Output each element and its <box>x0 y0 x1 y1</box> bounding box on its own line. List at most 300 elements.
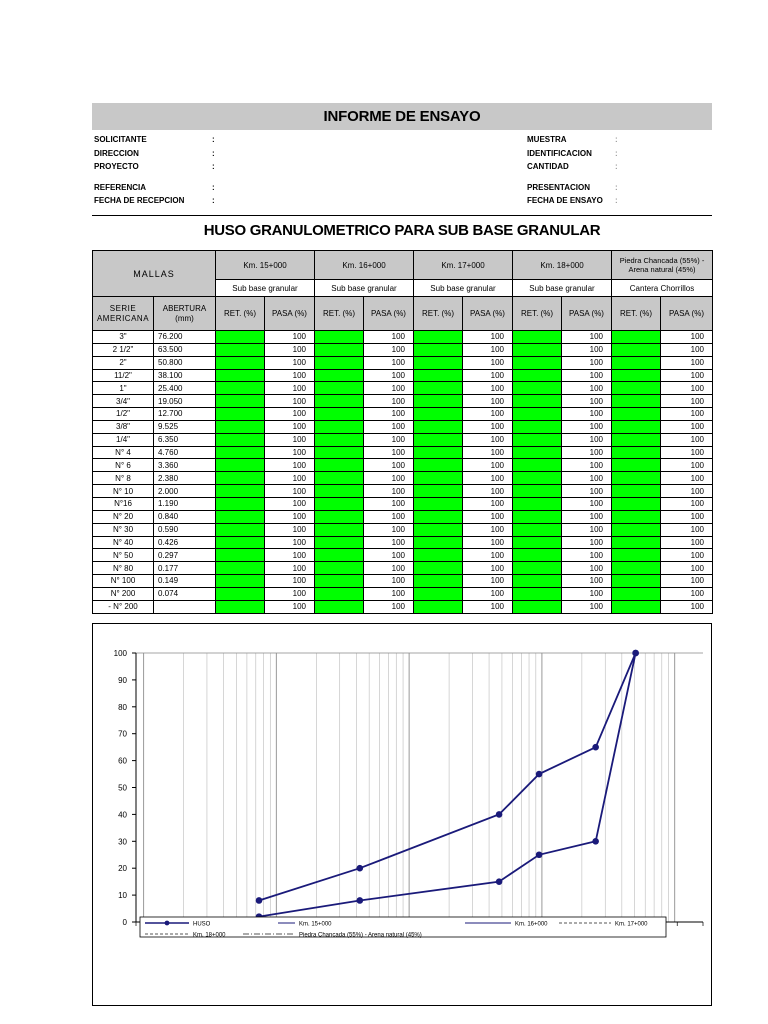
pasa-cell: 100 <box>661 343 713 356</box>
pasa-cell: 100 <box>661 562 713 575</box>
table-row <box>93 459 713 472</box>
huso-point <box>256 897 263 904</box>
ret-cell <box>612 485 661 498</box>
pasa-cell: 100 <box>265 408 315 421</box>
pasa-cell: 100 <box>265 575 315 588</box>
pasa-cell: 100 <box>265 536 315 549</box>
serie-cell: N° 4 <box>93 446 154 459</box>
y-tick-label: 20 <box>118 864 127 874</box>
ret-cell <box>216 549 265 562</box>
pasa-cell: 100 <box>661 331 713 344</box>
table-row <box>93 549 713 562</box>
table-row <box>93 575 713 588</box>
info-colon: : <box>615 135 618 144</box>
ret-cell <box>216 369 265 382</box>
y-tick-label: 40 <box>118 810 127 820</box>
abertura-cell: 6.350 <box>154 433 216 446</box>
pasa-cell: 100 <box>265 485 315 498</box>
pasa-cell: 100 <box>364 510 414 523</box>
table-row <box>93 433 713 446</box>
pasa-cell: 100 <box>661 497 713 510</box>
pasa-cell: 100 <box>562 549 612 562</box>
pasa-cell: 100 <box>661 369 713 382</box>
pasa-cell: 100 <box>364 331 414 344</box>
pasa-cell: 100 <box>562 459 612 472</box>
info-label: MUESTRA <box>527 135 567 144</box>
table-row <box>93 497 713 510</box>
ret-cell <box>513 472 562 485</box>
pasa-cell: 100 <box>463 549 513 562</box>
pasa-cell: 100 <box>265 331 315 344</box>
pasa-cell: 100 <box>364 587 414 600</box>
info-colon: : <box>615 182 618 192</box>
pasa-cell: 100 <box>463 382 513 395</box>
info-label: REFERENCIA <box>94 182 147 192</box>
huso-point <box>536 851 543 858</box>
ret-cell <box>315 485 364 498</box>
huso-point <box>356 865 363 872</box>
ret-header: RET. (%) <box>513 297 562 331</box>
pasa-cell: 100 <box>265 446 315 459</box>
report-title <box>92 103 712 130</box>
table-row <box>93 331 713 344</box>
sample-type-header: Sub base granular <box>414 280 513 297</box>
ret-cell <box>513 562 562 575</box>
y-tick-label: 0 <box>122 918 127 927</box>
info-row <box>94 147 222 161</box>
pasa-cell: 100 <box>364 382 414 395</box>
ret-cell <box>414 343 463 356</box>
serie-cell: 2 1/2" <box>93 343 154 356</box>
ret-cell <box>414 331 463 344</box>
granulometry-table <box>92 250 713 614</box>
abertura-cell: 2.380 <box>154 472 216 485</box>
ret-header: RET. (%) <box>315 297 364 331</box>
abertura-cell: 4.760 <box>154 446 216 459</box>
pasa-cell: 100 <box>463 562 513 575</box>
pasa-cell: 100 <box>562 562 612 575</box>
pasa-cell: 100 <box>364 497 414 510</box>
ret-cell <box>216 575 265 588</box>
ret-cell <box>414 536 463 549</box>
abertura-cell: 76.200 <box>154 331 216 344</box>
table-row <box>93 395 713 408</box>
ret-cell <box>216 446 265 459</box>
ret-cell <box>612 510 661 523</box>
table-row <box>93 485 713 498</box>
ret-cell <box>513 536 562 549</box>
ret-cell <box>513 510 562 523</box>
pasa-cell: 100 <box>661 356 713 369</box>
huso-lower-line <box>259 653 636 917</box>
pasa-cell: 100 <box>463 395 513 408</box>
ret-cell <box>513 420 562 433</box>
ret-cell <box>315 356 364 369</box>
pasa-cell: 100 <box>562 523 612 536</box>
sample-name-header: Km. 16+000 <box>315 251 414 280</box>
mallas-header: MALLAS <box>93 251 216 297</box>
table-row <box>93 600 713 613</box>
pasa-cell: 100 <box>364 575 414 588</box>
ret-cell <box>315 369 364 382</box>
pasa-cell: 100 <box>463 446 513 459</box>
ret-cell <box>612 382 661 395</box>
ret-cell <box>612 587 661 600</box>
serie-cell: 3/4" <box>93 395 154 408</box>
pasa-cell: 100 <box>661 587 713 600</box>
ret-cell <box>414 575 463 588</box>
ret-cell <box>612 459 661 472</box>
abertura-cell: 0.590 <box>154 523 216 536</box>
info-label: PROYECTO <box>94 162 139 171</box>
pasa-cell: 100 <box>562 587 612 600</box>
ret-cell <box>216 382 265 395</box>
huso-point <box>592 838 599 845</box>
ret-cell <box>612 562 661 575</box>
ret-cell <box>216 485 265 498</box>
chart-frame <box>92 623 712 1006</box>
pasa-cell: 100 <box>562 369 612 382</box>
section-divider <box>92 215 712 216</box>
ret-cell <box>315 587 364 600</box>
huso-point <box>536 771 543 778</box>
table-row <box>93 587 713 600</box>
pasa-cell: 100 <box>562 395 612 408</box>
ret-cell <box>216 472 265 485</box>
pasa-cell: 100 <box>265 433 315 446</box>
pasa-header: PASA (%) <box>364 297 414 331</box>
pasa-cell: 100 <box>463 523 513 536</box>
ret-cell <box>513 459 562 472</box>
ret-cell <box>612 395 661 408</box>
ret-cell <box>315 446 364 459</box>
pasa-cell: 100 <box>661 433 713 446</box>
abertura-cell: 50.800 <box>154 356 216 369</box>
table-row <box>93 510 713 523</box>
ret-cell <box>414 369 463 382</box>
table-row <box>93 408 713 421</box>
pasa-cell: 100 <box>265 562 315 575</box>
ret-cell <box>216 331 265 344</box>
table-row <box>93 382 713 395</box>
y-tick-label: 30 <box>118 837 127 847</box>
ret-cell <box>513 382 562 395</box>
ret-cell <box>216 356 265 369</box>
ret-cell <box>414 510 463 523</box>
pasa-cell: 100 <box>364 446 414 459</box>
ret-cell <box>414 459 463 472</box>
abertura-cell: 38.100 <box>154 369 216 382</box>
serie-cell: 1/2" <box>93 408 154 421</box>
ret-cell <box>216 510 265 523</box>
info-label: DIRECCION <box>94 148 139 158</box>
pasa-cell: 100 <box>265 549 315 562</box>
ret-cell <box>315 408 364 421</box>
pasa-cell: 100 <box>562 408 612 421</box>
ret-cell <box>414 523 463 536</box>
ret-cell <box>513 343 562 356</box>
ret-cell <box>216 523 265 536</box>
section-title: HUSO GRANULOMETRICO PARA SUB BASE GRANULAR <box>203 222 601 239</box>
sample-type-header: Sub base granular <box>513 280 612 297</box>
abertura-cell: 0.177 <box>154 562 216 575</box>
info-right-block <box>527 133 625 208</box>
sample-type-header: Sub base granular <box>216 280 315 297</box>
pasa-cell: 100 <box>562 600 612 613</box>
info-row <box>527 194 625 208</box>
ret-cell <box>315 600 364 613</box>
serie-cell: 3/8" <box>93 420 154 433</box>
pasa-cell: 100 <box>463 536 513 549</box>
ret-cell <box>315 549 364 562</box>
ret-cell <box>612 446 661 459</box>
pasa-cell: 100 <box>265 369 315 382</box>
huso-upper-line <box>259 653 636 901</box>
pasa-cell: 100 <box>364 549 414 562</box>
info-label: CANTIDAD <box>527 162 569 171</box>
y-tick-label: 100 <box>113 649 127 658</box>
pasa-cell: 100 <box>463 356 513 369</box>
y-tick-label: 60 <box>118 756 127 766</box>
ret-cell <box>612 433 661 446</box>
abertura-header: ABERTURA (mm) <box>154 297 216 331</box>
serie-cell: N° 80 <box>93 562 154 575</box>
ret-cell <box>216 433 265 446</box>
ret-cell <box>513 395 562 408</box>
abertura-cell: 9.525 <box>154 420 216 433</box>
ret-cell <box>513 446 562 459</box>
ret-cell <box>414 485 463 498</box>
pasa-cell: 100 <box>265 356 315 369</box>
pasa-header: PASA (%) <box>463 297 513 331</box>
ret-cell <box>414 600 463 613</box>
ret-cell <box>612 497 661 510</box>
pasa-cell: 100 <box>265 343 315 356</box>
ret-cell <box>414 395 463 408</box>
ret-cell <box>315 536 364 549</box>
ret-cell <box>612 369 661 382</box>
huso-point <box>632 650 639 657</box>
pasa-cell: 100 <box>364 485 414 498</box>
ret-cell <box>414 472 463 485</box>
pasa-cell: 100 <box>265 472 315 485</box>
abertura-cell: 63.500 <box>154 343 216 356</box>
ret-cell <box>315 472 364 485</box>
pasa-cell: 100 <box>265 497 315 510</box>
pasa-cell: 100 <box>463 485 513 498</box>
table-row <box>93 343 713 356</box>
ret-cell <box>612 575 661 588</box>
pasa-cell: 100 <box>463 587 513 600</box>
huso-point <box>496 811 503 818</box>
abertura-cell: 12.700 <box>154 408 216 421</box>
pasa-cell: 100 <box>562 536 612 549</box>
ret-cell <box>216 420 265 433</box>
sample-type-header: Sub base granular <box>315 280 414 297</box>
serie-cell: N° 200 <box>93 587 154 600</box>
ret-header: RET. (%) <box>414 297 463 331</box>
info-colon: : <box>212 182 215 192</box>
pasa-cell: 100 <box>364 472 414 485</box>
table-row <box>93 562 713 575</box>
info-row <box>527 160 625 174</box>
y-tick-label: 10 <box>118 891 127 901</box>
ret-cell <box>612 343 661 356</box>
pasa-cell: 100 <box>463 459 513 472</box>
info-row <box>527 181 625 195</box>
ret-cell <box>315 343 364 356</box>
pasa-cell: 100 <box>562 446 612 459</box>
pasa-cell: 100 <box>562 331 612 344</box>
info-label: SOLICITANTE <box>94 135 147 144</box>
pasa-cell: 100 <box>364 369 414 382</box>
ret-cell <box>216 587 265 600</box>
table-row <box>93 472 713 485</box>
info-colon: : <box>212 148 215 158</box>
info-colon: : <box>212 135 215 144</box>
serie-cell: N° 6 <box>93 459 154 472</box>
y-tick-label: 50 <box>118 783 127 793</box>
ret-cell <box>315 395 364 408</box>
pasa-cell: 100 <box>265 420 315 433</box>
pasa-cell: 100 <box>265 523 315 536</box>
report-title-text: INFORME DE ENSAYO <box>323 108 481 125</box>
pasa-cell: 100 <box>463 420 513 433</box>
ret-cell <box>216 408 265 421</box>
ret-cell <box>612 536 661 549</box>
pasa-cell: 100 <box>562 343 612 356</box>
huso-point <box>592 744 599 751</box>
info-label: PRESENTACION <box>527 182 590 192</box>
abertura-cell <box>154 600 216 613</box>
ret-cell <box>315 420 364 433</box>
ret-cell <box>315 497 364 510</box>
ret-cell <box>216 536 265 549</box>
legend-label: Piedra Chancada (55%) - Arena natural (45%) <box>299 932 422 939</box>
ret-cell <box>513 433 562 446</box>
info-row <box>94 160 222 174</box>
pasa-cell: 100 <box>463 433 513 446</box>
ret-cell <box>513 549 562 562</box>
y-tick-label: 80 <box>118 702 127 712</box>
pasa-cell: 100 <box>661 472 713 485</box>
serie-cell: N°16 <box>93 497 154 510</box>
info-label: IDENTIFICACION <box>527 148 592 158</box>
serie-cell: 2" <box>93 356 154 369</box>
abertura-cell: 25.400 <box>154 382 216 395</box>
pasa-cell: 100 <box>562 497 612 510</box>
ret-cell <box>513 408 562 421</box>
sample-type-header: Cantera Chorrillos <box>612 280 713 297</box>
table-row <box>93 356 713 369</box>
ret-cell <box>315 382 364 395</box>
abertura-cell: 0.426 <box>154 536 216 549</box>
ret-cell <box>513 600 562 613</box>
info-colon: : <box>615 162 618 171</box>
ret-cell <box>414 433 463 446</box>
pasa-cell: 100 <box>364 536 414 549</box>
pasa-cell: 100 <box>661 549 713 562</box>
abertura-cell: 0.840 <box>154 510 216 523</box>
pasa-cell: 100 <box>661 485 713 498</box>
pasa-cell: 100 <box>463 497 513 510</box>
info-colon: : <box>212 162 215 171</box>
abertura-cell: 3.360 <box>154 459 216 472</box>
pasa-cell: 100 <box>364 459 414 472</box>
ret-cell <box>513 587 562 600</box>
table-row <box>93 420 713 433</box>
granulometric-chart <box>93 624 711 1005</box>
info-row <box>94 181 222 195</box>
sample-name-header: Km. 15+000 <box>216 251 315 280</box>
ret-cell <box>612 523 661 536</box>
table-row <box>93 523 713 536</box>
info-row <box>527 133 625 147</box>
pasa-cell: 100 <box>463 369 513 382</box>
sample-name-header: Piedra Chancada (55%) - Arena natural (45%) <box>612 251 713 280</box>
ret-cell <box>315 562 364 575</box>
pasa-cell: 100 <box>562 420 612 433</box>
ret-cell <box>216 459 265 472</box>
ret-cell <box>315 459 364 472</box>
pasa-header: PASA (%) <box>562 297 612 331</box>
ret-cell <box>315 433 364 446</box>
ret-cell <box>414 382 463 395</box>
ret-header: RET. (%) <box>216 297 265 331</box>
serie-cell: 1/4" <box>93 433 154 446</box>
abertura-cell: 19.050 <box>154 395 216 408</box>
info-row <box>94 194 222 208</box>
pasa-cell: 100 <box>562 433 612 446</box>
y-tick-label: 90 <box>118 675 127 685</box>
serie-cell: 3" <box>93 331 154 344</box>
pasa-cell: 100 <box>364 600 414 613</box>
info-label: FECHA DE RECEPCION <box>94 196 185 205</box>
pasa-header: PASA (%) <box>661 297 713 331</box>
pasa-cell: 100 <box>661 382 713 395</box>
ret-cell <box>513 523 562 536</box>
info-colon: : <box>615 148 618 158</box>
ret-cell <box>216 562 265 575</box>
ret-cell <box>513 497 562 510</box>
ret-cell <box>414 420 463 433</box>
pasa-cell: 100 <box>364 523 414 536</box>
sample-name-header: Km. 18+000 <box>513 251 612 280</box>
ret-cell <box>612 600 661 613</box>
pasa-cell: 100 <box>364 395 414 408</box>
ret-cell <box>414 356 463 369</box>
info-colon: : <box>212 196 215 205</box>
info-label: FECHA DE ENSAYO <box>527 196 603 205</box>
ret-cell <box>315 575 364 588</box>
ret-header: RET. (%) <box>612 297 661 331</box>
table-row <box>93 446 713 459</box>
serie-cell: 1" <box>93 382 154 395</box>
ret-cell <box>216 600 265 613</box>
legend-label: Km. 18+000 <box>193 932 226 939</box>
pasa-header: PASA (%) <box>265 297 315 331</box>
serie-cell: N° 10 <box>93 485 154 498</box>
pasa-cell: 100 <box>661 523 713 536</box>
ret-cell <box>612 420 661 433</box>
pasa-cell: 100 <box>463 408 513 421</box>
pasa-cell: 100 <box>661 446 713 459</box>
info-colon: : <box>615 196 618 205</box>
pasa-cell: 100 <box>562 382 612 395</box>
pasa-cell: 100 <box>265 395 315 408</box>
serie-cell: N° 40 <box>93 536 154 549</box>
pasa-cell: 100 <box>661 395 713 408</box>
